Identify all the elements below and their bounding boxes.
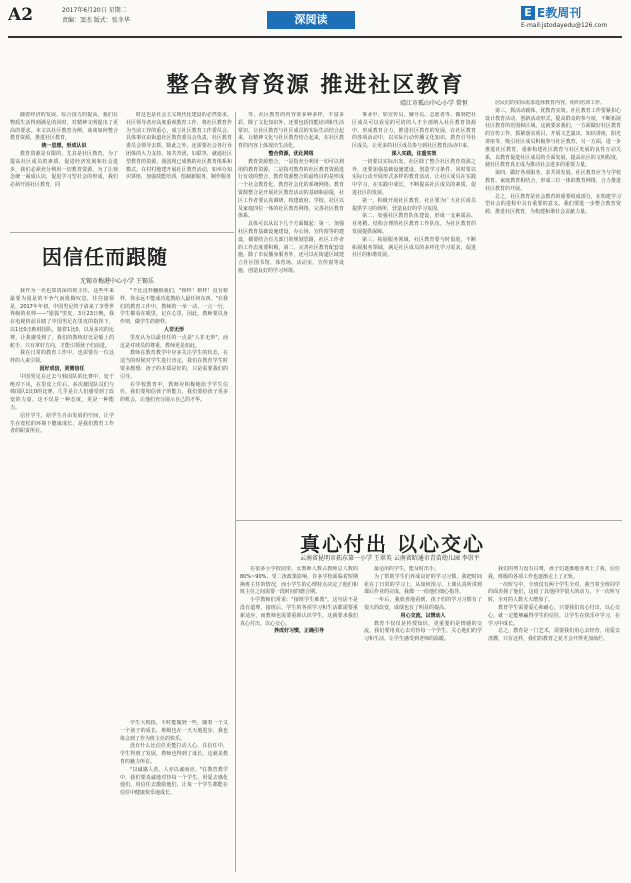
paragraph: 小学教师们常说："接班学生难教"。这句话不是没有道理，接班后，学生的各项学习和生活都需要重新适应，而教师也需要重新认识学生，这就要求我们真心付出，以心交心。 [240,597,358,627]
brand-name: E教周刊 [537,6,582,20]
subheading: 人非无形 [163,326,184,333]
subheading: 用心交流，以情动人 [400,612,446,619]
paragraph: 事业中，如宣传员、辅导员、志愿者等，做到把社区成员可以看见的可培的人才全部纳入社区教育资源中，形成教育合力，推进社区教育的发展，在社区教育的各项活动中，以实际行动传播文化知识，教育引导社区成员，让更多的社区成员参与到社区教育活动中来。 [352,112,476,150]
article1-col4 [352,112,476,512]
page-number: A2 [8,5,34,25]
subheading: 整合资源，优化网络 [268,150,314,157]
article2-title: 因信任而跟随 [42,245,168,269]
article1-col3 [238,112,344,524]
paragraph: "不比这样翻脸我们，"榜样！榜样！没有榜样，你永远不能成功进教给人最任何东西。"在我们的教育工作中，教师的一举一动、一言一行，学生都看在眼里，记在心里，因此，教师要以身作则，做学生的榜样。 [120,288,228,326]
paragraph: 时这也是社会主义现代化建设的必然要求，社区领导者应高度重视教育工作，将社区教育作为当前工作的重心，成立社区教育工作委员会，具体事宜由街道社区教育委员会负责，社区教育委员会领导去抓，除此之外，还需要社会各行业团体的大力支持，如共青团、妇联等，就通社区型教育的资源，我国现已成熟的社区教育体系和模式，在村村地建开展社区教育活动，如举办知识讲座，加强技能培训，绘制新服务，制作服务 [126,112,232,181]
article1-title: 整合教育资源 推进社区教育 [166,73,465,98]
paragraph: 中国男足在过去与韩国队的比赛中，处于绝对下风，在里皮上任后，多次被国队员们与韩国队1比0的比赛，几乎是让人们感受到了改变的力量，这不仅是一种态度，更是一种能力。 [10,373,114,411]
paragraph: 第二，加强社区教育队伍建设，形成一支素质高、业务精、结构合理的社区教育工作队伍，为社区教育的发展提供保障。 [352,213,476,235]
paragraph: 学生大拇指，平时能做到一些，随着一个又一个孩子的成长，班级也在一天天地进步，我也体会到了作为班主任的快乐。 [120,720,228,742]
paragraph: 为了帮助学生们养成良好的学习习惯，我把时间花在了日常的学习上，从如何预习、上课认真听讲到课后作业的完成，我都一一给他们细心指导。 [364,573,482,596]
paragraph: 我在日常的教育工作中，也需要有一位这样的人来引领。 [10,350,114,365]
article3-col2 [364,566,482,871]
paragraph: 等，社区教育的内容要多种多样，丰富多彩，除了文化知识外，还要包括技能培训和生活常识，让社区教育与社区成员的实际生活结合起来，让精神文化与社区教育结合起来，在社区教育的内容上体现出生活化。 [238,112,344,150]
header-divider [8,36,622,38]
paragraph: 教育资源整合，一是指充分利用一切可以利用的教育资源，二是指对教育的社区教育资源进行有效的整合，教育资源整合的最终目的是形成一个社会教育化、教育社会化的系统网络。教育资源整合是开展社区教育活动的基础和前提，社区工作者要认真调研，构建政府、学校、社区以及家庭四位一体的社区教育网络，完善社区教育体系。 [238,158,344,220]
article2-byline: 无锡市梅港中心小学 王锡乐 [80,278,154,285]
paragraph: 总之，社区教育是社会教育的重要组成部分，在构建学习型社会的进程中具有重要的意义，我们要进一步整合教育资源，推进社区教育，为构建和谐社会贡献力量。 [485,193,621,216]
subheading: 统一思想，形成认识 [41,143,87,150]
subheading: 因好成信，更需信任 [39,365,85,372]
paragraph: 在很多小学校园里，女教师人数占教师总人数的80%~90%，受二孩政策影响，许多学校面临着短期换班主任的情况，而小学生的心理特点决定了他们和班主任之间需要一段时间的磨合期。 [240,566,358,596]
divider [235,112,236,872]
date-line: 2017年6月20日 星期二 [62,7,127,14]
editor-line: 责编：窦杰 版式：张冬华 [62,17,130,24]
paragraph: 总之，教育是一门艺术，需要我们用心去经营，用爱去浇灌，只有这样，我们的教育之花才会开得更加灿烂。 [488,628,620,643]
divider [10,232,234,233]
divider [236,520,622,521]
paragraph: 教育学生需要爱心和耐心，只要我们真心付出，以心交心，就一定能够赢得学生的信任，让学生在快乐中学习，在学习中成长。 [488,604,620,627]
article1-byline: 靖江市孤山中心小学 常恒 [400,100,468,107]
paragraph: 第三，抓活动载体，优教育实效。社区教育工作要紧扣心设计教育活动，创新活动形式，提高群众的参与度，不断拓展社区教育的范围和区域，这就要求我们，一方面做好社区教育的宣传工作，抓紧落实项目，开展文艺演出，知识讲座，阳光讲座等，吸引社区成员积极参与社区教育，另一方面，进一步推进社区教育，重新构建社区教育与社区发展的良性互动关系，以教育促进社区成员的全面发展，提高社区的文明程度，使社区教育真正成为推动社会进步的重要力量。 [485,107,621,169]
paragraph: "以诚感人者，人亦以诚而应。"在教育教学中，我们要真诚地对待每一个学生，用爱去感化他们，用信任去激励他们，让每一个学生都能在信任中健康快乐地成长。 [120,766,228,797]
subheading: 养成好习惯，正确引导 [273,628,324,635]
paragraph: 一次听写中，全班仅有两个学生全对，我当着全班同学的面表扬了他们，这给了其他同学很大的动力，下一次听写时，全对的人数大大增加了。 [488,581,620,604]
paragraph: 第一，积极开展社区教育，社区要为广大社区成员提供学习的场所，营造良好的学习氛围。 [352,197,476,212]
paragraph: 没有什么比信任更能打动人心，在信任中，学生得到了发展，教师也得到了成长，这就是教育的魅力所在。 [120,743,228,765]
paragraph: 我们的努力没有白费，孩子们逐渐地喜欢上了我，信任我，班级的各项工作也逐渐走上了正轨。 [488,566,620,580]
contact-email: E-mail:jstodayedu@126.com [521,22,608,29]
paragraph: 教师在教育教学中应多关注学生的状态，在适当的时候对学生进行肯定，我们在教育学生时要多想想：孩子的本质是好的，只是需要我们的引导。 [120,350,228,380]
paragraph: 教育不仅仅是传授知识，更重要的是情感的交流，我们要用真心去对待每一个学生，关心他们的学习和生活，让学生感受到老师的温暖。 [364,620,482,643]
paragraph: 最适用的学生，能及时出手。 [374,566,440,572]
subheading: 深入实践，注重实效 [391,150,437,157]
paragraph: 一年后，我欣喜地看到，孩子们的学习习惯有了很大的改变，成绩也有了明显的提高。 [364,597,482,611]
article1-col1 [10,112,118,228]
article3-byline: 云南省昆明市拓东第一小学 王翠英 云南省昭通市青苗幼儿园 李崇平 [300,555,480,562]
paragraph: 在学校教育中，教师应积极地给予学生信任，我们要相信孩子的能力，我们要给孩子更多的机会，让他们充分展示自己的才华。 [120,381,228,404]
article1-col5 [485,100,621,512]
paragraph: 随着经济的发展，综合国力的提高，我们在物质生活得到满足的同时，对精神文明提出了更高的要求。本文以社区教育为例，谈谈如何整合教育资源，推进社区教育。 [10,112,118,142]
article3-title: 真心付出 以心交心 [300,532,485,556]
section-tag: 深阅读 [267,11,355,29]
paragraph: 我作为一名也算资深的班主任，这些年来最要为国是的不争气而批腾叹息，往往接领是，2017年年初，中国男足终于请来了享誉世界级的名帅——"银狐"里皮，3月23日晚，我在电视机前目睹了中国男足在里皮的指挥下，以1比0击败韩国队，接着1比0，以及多次的比赛，让我感受到了，我们的教练好比是船上的舵手，只有掌好方向，才能引领孩子们前进。 [10,288,114,349]
article2-col3 [120,720,228,870]
article3-col3 [488,566,620,871]
paragraph: 第四，做好各项服务，求共同发展。社区教育应当与学校教育、家庭教育相结合，形成三位一体的教育网络，合力推进社区教育的开展。 [485,170,621,192]
paragraph: 教育资源是有限的，尤其是社区教育，为了提高社区成员的素质，促进经济发展和社会进步，我们必须充分利用一切教育资源，为了让观念统一凝成认识，促进学习型社会的形成，我们必须开展社区教育，同 [10,150,118,189]
paragraph: 居民们的实际需求选择教育内容，组织培训工作。 [495,100,606,106]
paragraph: 信任学生，给学生自由发展的空间，让学生在宽松的环境下健康成长，是我们教育工作者的职责所在。 [10,412,114,435]
paragraph: 里皮认为以最佳任的一点是"人非无形"，而这是对球员的尊重，教师更是如此。 [120,334,228,349]
paragraph: 具体可以从以下几个方面做起：第一，加强社区教育基础设施建设，办公场、宣传窗等的建设，都要结合有关部门的规划思路，社区工作者的工作态度要积极，第二，完善社区教育配套设施，除了市民播身服务外，还可以在街道区域建立社区图书馆、体育场、活动室、宣传窗等设施，创造良好的学习环境。 [238,221,344,274]
brand-logo-icon: E [521,6,535,20]
paragraph: 一切要以实际出发，社区除了整合社区教育资源之外，还要加强基础设施建设，创造学习条件，同时要以实际行动开展形式多样的教育活动，让社区成员在实践中学习，在实践中成长，不断提高社区成员的素质，促进社区的发展。 [352,158,476,196]
article1-col2 [126,112,232,228]
article2-col1 [10,288,114,873]
paragraph: 第三，拓展服务领域，社区教育要与时俱进，不断拓展服务领域，满足社区成员的多样化学习需求，促进社区的和谐发展。 [352,236,476,259]
article3-col1 [240,566,358,871]
